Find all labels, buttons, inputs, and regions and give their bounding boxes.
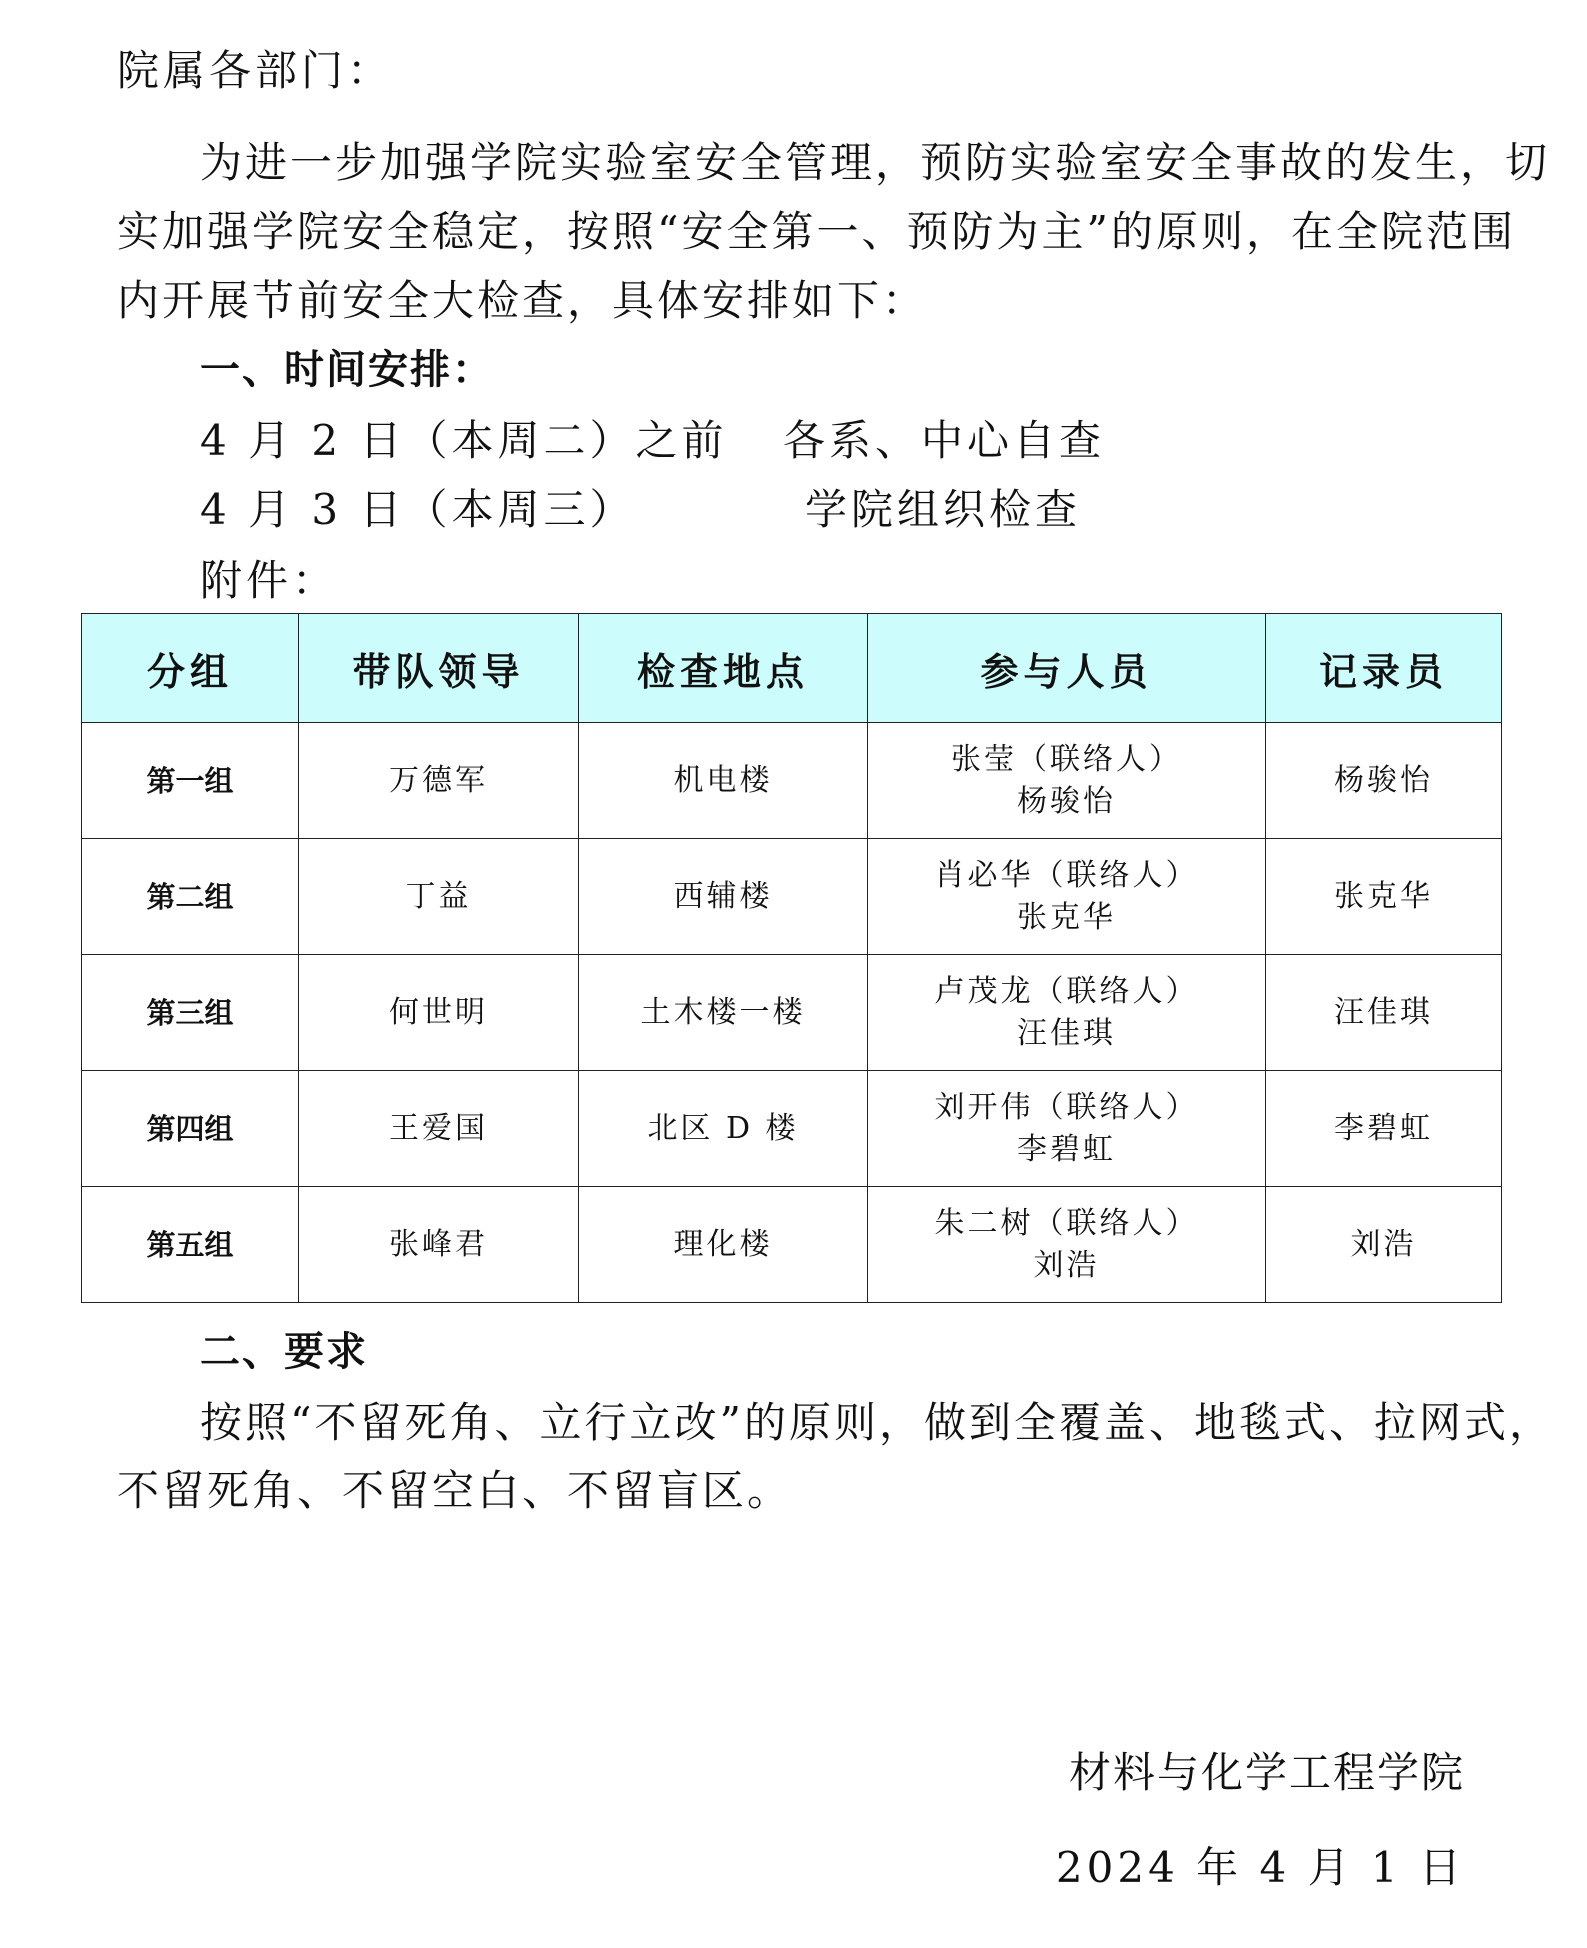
participant: 张克华 xyxy=(1017,899,1116,935)
cell-group: 第三组 xyxy=(82,955,299,1071)
table-row xyxy=(82,1071,1502,1187)
cell-group: 第四组 xyxy=(82,1071,299,1187)
cell-participants xyxy=(868,1187,1266,1303)
schedule-date-1: 4 月 2 日（本周二）之前 xyxy=(200,416,728,465)
cell-recorder: 汪佳琪 xyxy=(1266,955,1502,1071)
table-header-row xyxy=(82,614,1502,723)
intro-line-1: 为进一步加强学院实验室安全管理，预防实验室安全事故的发生，切 xyxy=(200,138,1551,187)
cell-leader: 万德军 xyxy=(299,723,579,839)
participant-contact: 肖必华（联络人） xyxy=(934,857,1199,893)
section-2-heading: 二、要求 xyxy=(200,1329,368,1375)
cell-location: 土木楼一楼 xyxy=(579,955,868,1071)
cell-participants xyxy=(868,1071,1266,1187)
header-group: 分组 xyxy=(82,614,299,723)
cell-recorder: 李碧虹 xyxy=(1266,1071,1502,1187)
cell-leader: 张峰君 xyxy=(299,1187,579,1303)
schedule-date-2: 4 月 3 日（本周三） xyxy=(200,485,636,534)
cell-participants xyxy=(868,839,1266,955)
requirement-line-2: 不留死角、不留空白、不留盲区。 xyxy=(117,1466,793,1515)
participant-contact: 朱二树（联络人） xyxy=(934,1205,1199,1241)
cell-leader: 王爱国 xyxy=(299,1071,579,1187)
cell-recorder: 刘浩 xyxy=(1266,1187,1502,1303)
table-row xyxy=(82,723,1502,839)
signature: 材料与化学工程学院 xyxy=(1068,1748,1465,1797)
header-location: 检查地点 xyxy=(579,614,868,723)
table-row xyxy=(82,955,1502,1071)
requirement-line-1: 按照“不留死角、立行立改”的原则，做到全覆盖、地毯式、拉网式， xyxy=(200,1398,1554,1447)
participant: 李碧虹 xyxy=(1017,1131,1116,1167)
intro-line-3: 内开展节前安全大检查，具体安排如下： xyxy=(117,276,928,325)
table-row xyxy=(82,1187,1502,1303)
cell-location: 北区 D 楼 xyxy=(579,1071,868,1187)
cell-recorder: 张克华 xyxy=(1266,839,1502,955)
participant-contact: 刘开伟（联络人） xyxy=(934,1089,1199,1125)
attachment-label: 附件： xyxy=(200,556,339,605)
participant: 刘浩 xyxy=(1033,1247,1100,1283)
header-participants: 参与人员 xyxy=(868,614,1266,723)
intro-line-2: 实加强学院安全稳定，按照“安全第一、预防为主”的原则，在全院范围 xyxy=(117,207,1516,256)
cell-leader: 何世明 xyxy=(299,955,579,1071)
cell-participants xyxy=(868,955,1266,1071)
cell-location: 理化楼 xyxy=(579,1187,868,1303)
participant: 汪佳琪 xyxy=(1017,1015,1116,1051)
cell-location: 西辅楼 xyxy=(579,839,868,955)
cell-group: 第五组 xyxy=(82,1187,299,1303)
header-leader: 带队领导 xyxy=(299,614,579,723)
cell-group: 第二组 xyxy=(82,839,299,955)
cell-participants xyxy=(868,723,1266,839)
cell-location: 机电楼 xyxy=(579,723,868,839)
cell-recorder: 杨骏怡 xyxy=(1266,723,1502,839)
schedule-task-1: 各系、中心自查 xyxy=(783,416,1106,465)
cell-group: 第一组 xyxy=(82,723,299,839)
table-row xyxy=(82,839,1502,955)
header-recorder: 记录员 xyxy=(1266,614,1502,723)
participant-contact: 卢茂龙（联络人） xyxy=(934,973,1199,1009)
participant-contact: 张莹（联络人） xyxy=(951,741,1182,777)
document-date: 2024 年 4 月 1 日 xyxy=(1055,1843,1465,1892)
cell-leader: 丁益 xyxy=(299,839,579,955)
salutation: 院属各部门： xyxy=(117,46,394,95)
inspection-table xyxy=(81,613,1502,1303)
schedule-task-2: 学院组织检查 xyxy=(805,485,1082,534)
section-1-heading: 一、时间安排： xyxy=(200,347,494,393)
participant: 杨骏怡 xyxy=(1017,783,1116,819)
